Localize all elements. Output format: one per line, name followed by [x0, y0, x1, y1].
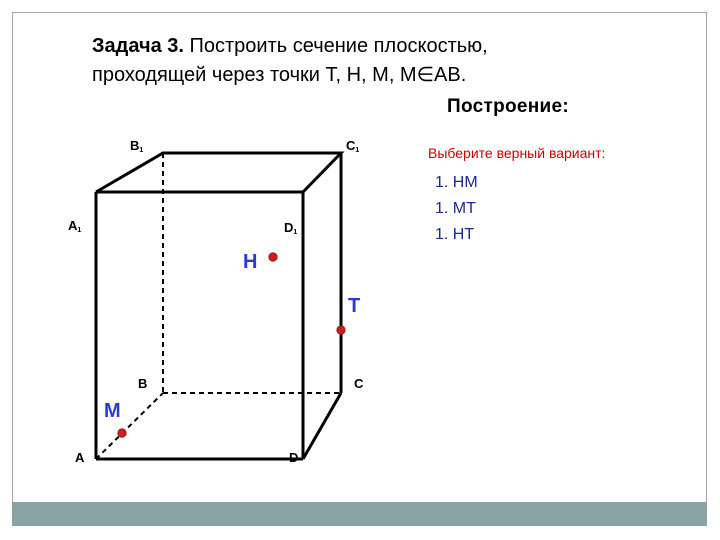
vertex-label-d: D	[289, 450, 299, 465]
point-label-t: Т	[348, 295, 361, 317]
vertex-label-b1: B1	[130, 138, 144, 154]
edge-d-c	[303, 393, 341, 459]
point-label-m: М	[104, 400, 121, 422]
point-t[interactable]	[337, 326, 345, 334]
option-mt[interactable]: 1. МТ	[435, 200, 476, 217]
option-nm[interactable]: 1. НМ	[435, 174, 478, 191]
vertex-label-d1: D1	[284, 220, 298, 236]
task-text-line1: Построить сечение плоскостью,	[189, 35, 488, 57]
point-h[interactable]	[269, 253, 277, 261]
task-text-line2: проходящей через точки T, H, M, M∈AB.	[92, 64, 467, 86]
vertex-label-c1: C1	[346, 138, 360, 154]
vertex-label-a1: A1	[68, 218, 82, 234]
top-face	[96, 153, 341, 192]
construction-heading: Построение:	[447, 96, 570, 117]
task-label: Задача 3.	[92, 35, 184, 57]
vertex-label-c: C	[354, 376, 364, 391]
vertex-label-b: B	[138, 376, 148, 391]
option-nt[interactable]: 1. НТ	[435, 226, 475, 243]
point-m[interactable]	[118, 429, 126, 437]
point-label-h: Н	[243, 251, 258, 273]
choose-prompt: Выберите верный вариант:	[428, 145, 606, 161]
vertex-label-a: A	[75, 450, 85, 465]
